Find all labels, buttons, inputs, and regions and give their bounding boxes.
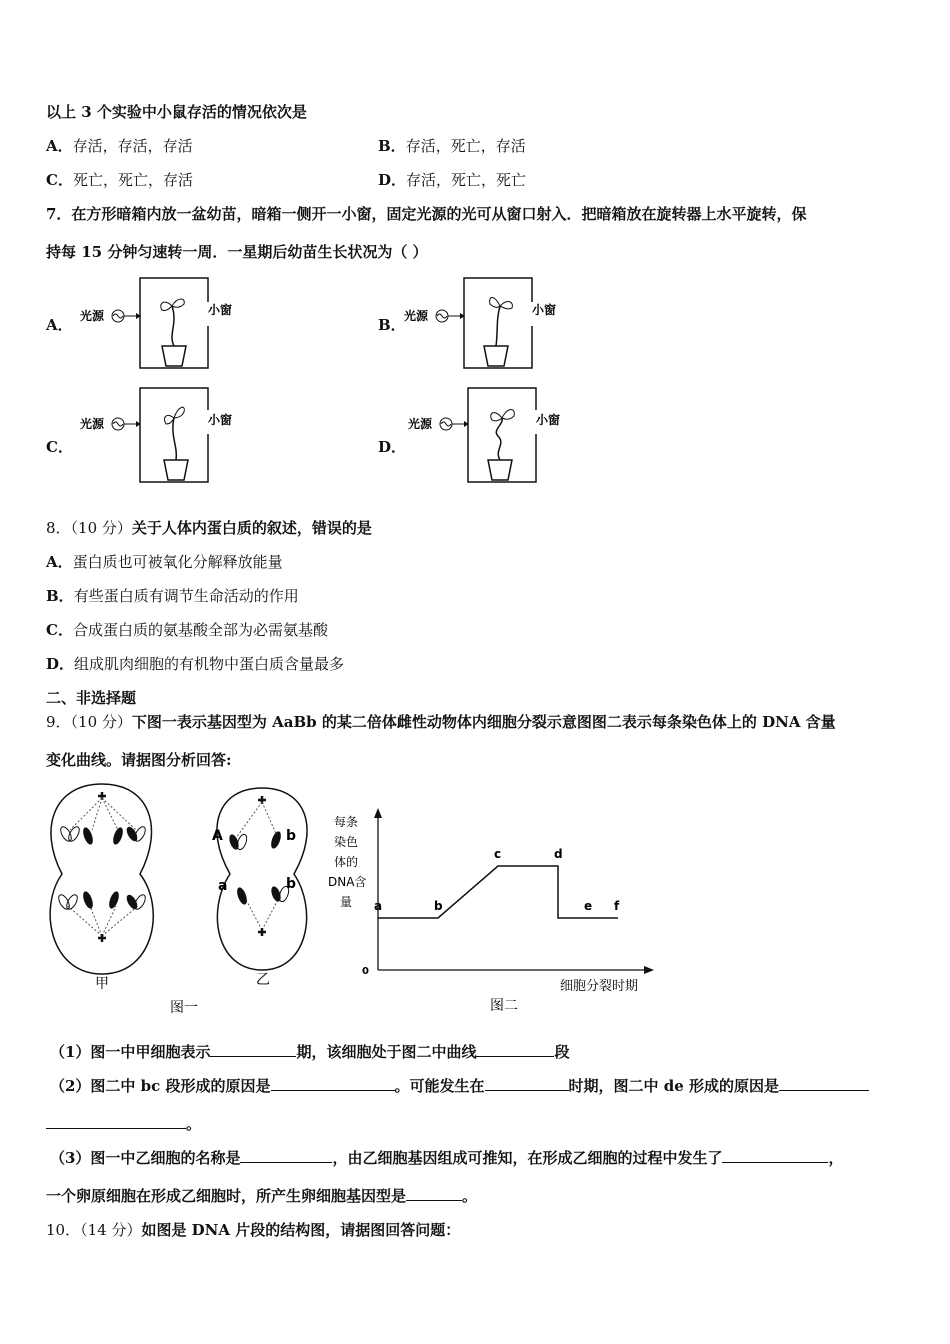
- svg-text:DNA含: DNA含: [328, 875, 367, 889]
- q6-option-d[interactable]: D．存活，死亡，死亡: [378, 171, 527, 189]
- q9-figure2-chart: [320, 800, 660, 1024]
- point-label-b: b: [434, 899, 443, 913]
- q7-option-a-label[interactable]: A．: [46, 316, 73, 334]
- q7-figure-d: [406, 386, 566, 484]
- answer-blank-5[interactable]: [779, 1076, 869, 1091]
- gene-label-b-top: b: [286, 828, 297, 844]
- q7-option-d-label[interactable]: D．: [378, 438, 407, 456]
- point-label-a: a: [374, 899, 383, 913]
- q8-option-d[interactable]: D．组成肌肉细胞的有机物中蛋白质含量最多: [46, 655, 345, 673]
- q7-option-c-label[interactable]: C．: [46, 438, 73, 456]
- seedling-stem: [496, 418, 502, 460]
- svg-text:每条: 每条: [334, 815, 359, 829]
- q7-line1: 7．在方形暗箱内放一盆幼苗，暗箱一侧开一小窗，固定光源的光可从窗口射入．把暗箱放在旋转器上水平旋转，保: [46, 205, 807, 223]
- svg-text:染色: 染色: [334, 835, 359, 849]
- flower-pot: [484, 346, 508, 366]
- svg-text:量: 量: [340, 895, 353, 909]
- light-source-label: 光源: [80, 417, 105, 431]
- seedling-stem: [173, 418, 176, 460]
- q8-option-c[interactable]: C．合成蛋白质的氨基酸全部为必需氨基酸: [46, 621, 328, 639]
- gene-label-a-lower: a: [218, 878, 228, 894]
- gene-label-b-bottom: b: [286, 876, 297, 892]
- chromosomes-bottom: [57, 890, 148, 911]
- window-label: 小窗: [536, 413, 561, 427]
- q7-line2: 持每 15 分钟匀速转一周．一星期后幼苗生长状况为（ ）: [46, 243, 428, 261]
- answer-blank-2[interactable]: [476, 1042, 554, 1057]
- centrosome-bottom: [98, 934, 106, 942]
- answer-blank-8[interactable]: [406, 1186, 462, 1201]
- q7-figure-b: [402, 276, 562, 370]
- q6-option-b[interactable]: B．存活，死亡，存活: [378, 137, 526, 155]
- light-source-label: 光源: [404, 309, 429, 323]
- q9-sub1: （1）图一中甲细胞表示 期，该细胞处于图二中曲线 段: [50, 1043, 570, 1061]
- answer-blank-7[interactable]: [722, 1148, 828, 1163]
- flower-pot: [162, 346, 186, 366]
- flower-pot: [488, 460, 512, 480]
- light-source-label: 光源: [80, 309, 105, 323]
- q7-option-b-label[interactable]: B．: [378, 316, 406, 334]
- q9-sub2-cont: 。: [46, 1114, 201, 1134]
- q9-line1: 9．（10 分）下图一表示基因型为 AaBb 的某二倍体雌性动物体内细胞分裂示意图图二表示每条染色体上的 DNA 含量: [46, 713, 836, 731]
- window-label: 小窗: [208, 413, 233, 427]
- point-label-c: c: [494, 847, 502, 861]
- figure1-caption: 图一: [170, 1000, 198, 1016]
- svg-text:体的: 体的: [334, 855, 359, 869]
- q9-figure1: [40, 778, 320, 1020]
- point-label-f: f: [614, 899, 620, 913]
- cell-jia-label: 甲: [95, 976, 109, 992]
- answer-blank-4[interactable]: [485, 1076, 569, 1091]
- q6-option-a[interactable]: A．存活，存活，存活: [46, 137, 193, 155]
- q6-stem: 以上 3 个实验中小鼠存活的情况依次是: [46, 103, 307, 121]
- chart-origin: 0: [362, 966, 369, 977]
- seedling-stem: [172, 306, 174, 346]
- q9-sub3-cont: 一个卵原细胞在形成乙细胞时，所产生卵细胞基因型是 。: [46, 1187, 478, 1205]
- q7-figure-a: [78, 276, 238, 370]
- figure2-caption: 图二: [490, 998, 518, 1014]
- q8-option-a[interactable]: A．蛋白质也可被氧化分解释放能量: [46, 553, 283, 571]
- point-label-e: e: [584, 899, 593, 913]
- q8-option-b[interactable]: B．有些蛋白质有调节生命活动的作用: [46, 587, 299, 605]
- q8-stem: 8．（10 分）关于人体内蛋白质的叙述，错误的是: [46, 519, 372, 537]
- flower-pot: [164, 460, 188, 480]
- q7-figure-c: [78, 386, 238, 484]
- section-heading: 二、非选择题: [46, 689, 137, 707]
- q9-sub2: （2）图二中 bc 段形成的原因是 。可能发生在 时期，图二中 de 形成的原因是: [50, 1076, 869, 1096]
- light-source-label: 光源: [408, 417, 433, 431]
- point-label-d: d: [554, 847, 563, 861]
- seedling-stem: [496, 306, 500, 346]
- dark-box: [468, 388, 536, 482]
- answer-blank-3[interactable]: [271, 1076, 395, 1091]
- window-label: 小窗: [532, 303, 557, 317]
- q9-line2: 变化曲线。请据图分析回答:: [46, 751, 232, 769]
- q10-stem: 10．（14 分）如图是 DNA 片段的结构图，请据图回答问题：: [46, 1221, 461, 1239]
- cell-yi-label: 乙: [256, 972, 270, 988]
- chart-ylabel: [328, 814, 366, 909]
- q9-sub3: （3）图一中乙细胞的名称是 ，由乙细胞基因组成可推知，在形成乙细胞的过程中发生了 ，: [50, 1149, 844, 1167]
- cell-jia: [50, 784, 153, 974]
- answer-blank-6[interactable]: [240, 1148, 332, 1163]
- gene-label-a-upper: A: [212, 828, 223, 844]
- answer-blank-1[interactable]: [210, 1042, 296, 1057]
- chart-xlabel: 细胞分裂时期: [560, 979, 639, 994]
- window-label: 小窗: [208, 303, 233, 317]
- dna-content-line: [378, 866, 618, 918]
- answer-blank-5-cont[interactable]: [46, 1114, 186, 1129]
- q6-option-c[interactable]: C．死亡，死亡，存活: [46, 171, 193, 189]
